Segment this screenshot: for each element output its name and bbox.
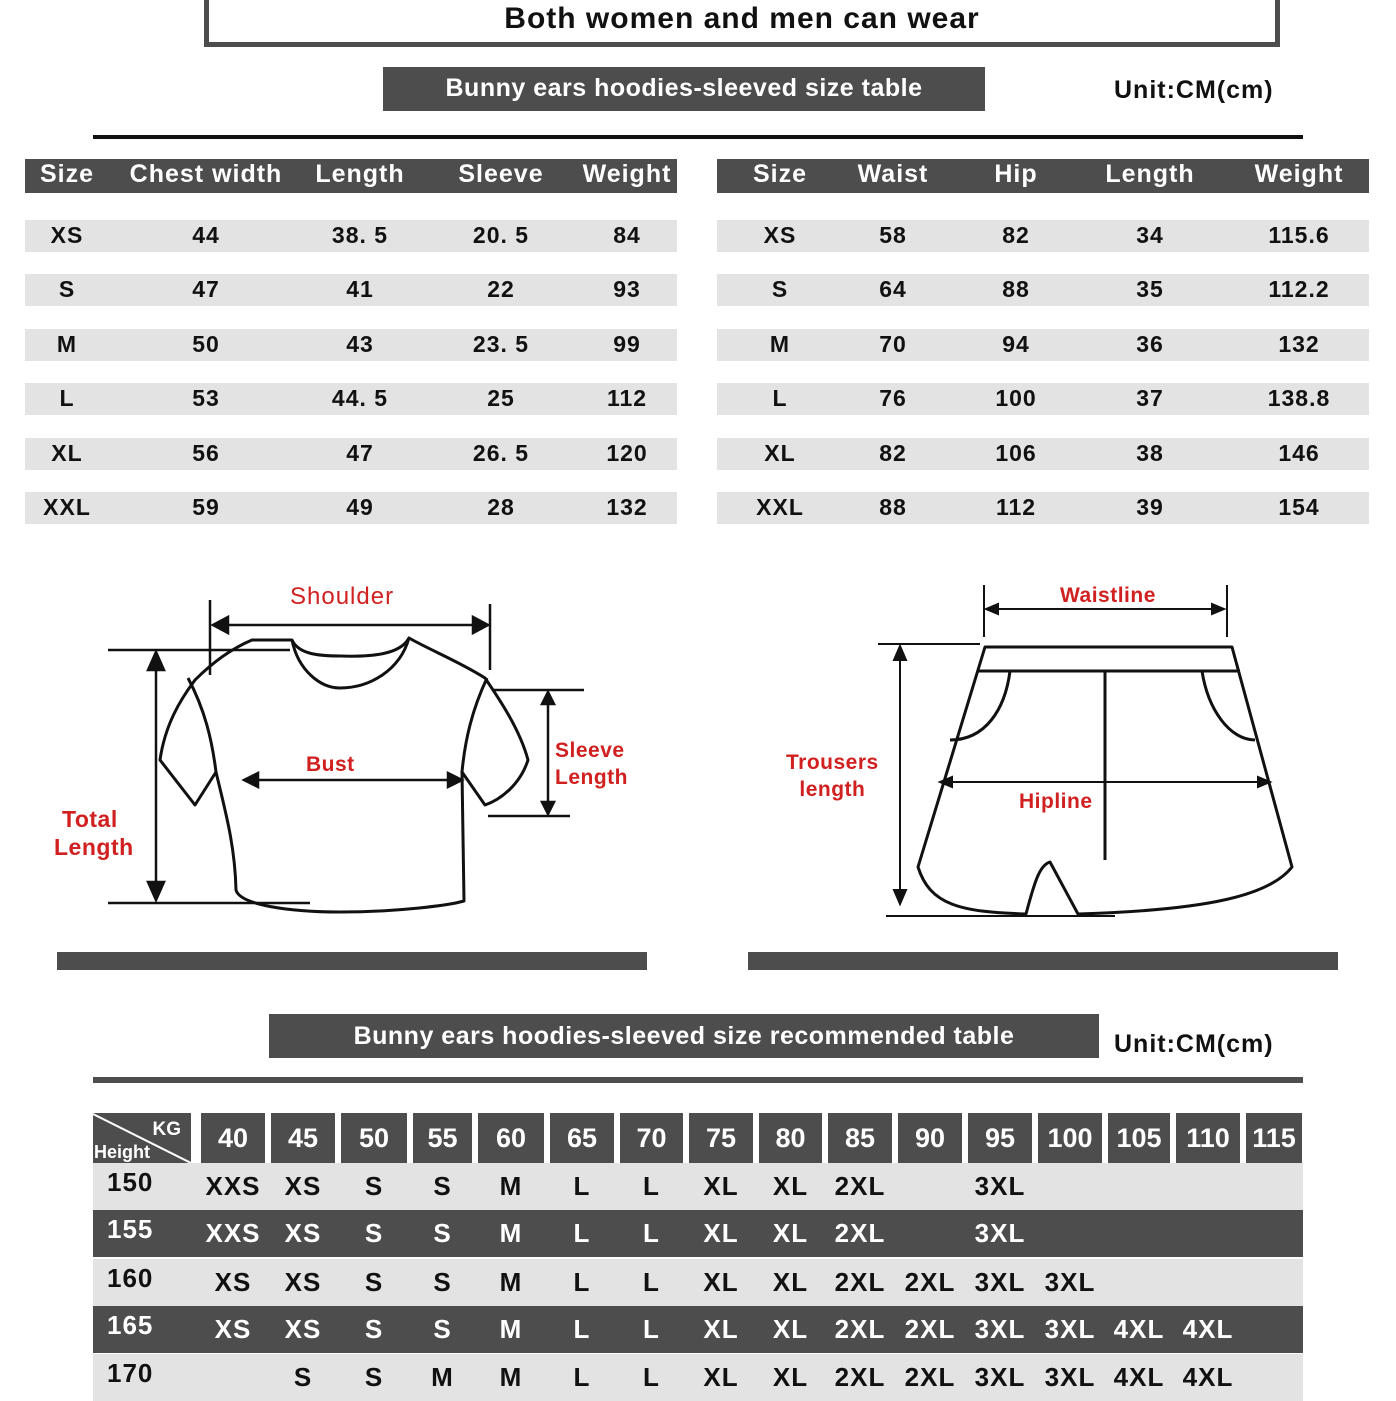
table-cell: 115.6 — [1268, 222, 1330, 248]
table-cell: S — [58, 276, 76, 303]
table-row — [25, 438, 677, 470]
table-cell: M — [769, 330, 791, 357]
table-row — [25, 329, 677, 361]
weight-header-cell: 110 — [1176, 1113, 1240, 1163]
column-header: Sleeve — [458, 160, 544, 188]
table-row — [717, 383, 1369, 415]
table-cell: 100 — [995, 385, 1037, 412]
table-cell: 94 — [1002, 330, 1030, 357]
size-cell: XXS — [205, 1218, 261, 1248]
column-header: Size — [752, 160, 808, 188]
weight-header-cell: 80 — [759, 1113, 822, 1163]
size-cell: L — [643, 1171, 660, 1201]
size-cell: 3XL — [974, 1362, 1026, 1392]
table-cell: 82 — [879, 439, 907, 466]
table-cell: 146 — [1278, 439, 1320, 466]
table-cell: 26. 5 — [472, 439, 530, 466]
table-cell: 154 — [1278, 494, 1320, 520]
total-length-label — [54, 805, 134, 861]
table-cell: XL — [51, 439, 83, 466]
table-cell: 20. 5 — [472, 222, 530, 248]
table-cell: 39 — [1136, 494, 1164, 520]
total-length-label-line2: Length — [54, 834, 134, 860]
collar-line — [292, 638, 409, 688]
table-cell: XS — [50, 222, 84, 248]
recommended-table-banner: Bunny ears hoodies-sleeved size recommended table — [269, 1014, 1099, 1058]
size-cell: 3XL — [1044, 1267, 1096, 1297]
table-cell: 49 — [346, 494, 374, 520]
size-cell: XL — [703, 1171, 739, 1201]
size-cell: XL — [703, 1218, 739, 1248]
size-cell: 4XL — [1113, 1362, 1165, 1392]
recommended-row — [93, 1163, 1303, 1210]
column-header: Length — [1105, 160, 1195, 188]
size-cell: 2XL — [834, 1314, 886, 1344]
size-cell: L — [573, 1171, 591, 1201]
size-cell: L — [573, 1218, 591, 1248]
table-cell: 41 — [346, 276, 374, 303]
size-cell: 2XL — [834, 1218, 886, 1248]
height-cell: 150 — [107, 1167, 154, 1197]
table-cell: 44. 5 — [331, 385, 389, 412]
size-cell: 3XL — [974, 1314, 1026, 1344]
column-header: Weight — [582, 160, 672, 188]
weight-header-cell: 75 — [689, 1113, 753, 1163]
table-cell: 35 — [1136, 276, 1164, 303]
table-cell: 23. 5 — [472, 330, 530, 357]
table-cell: 64 — [879, 276, 907, 303]
size-cell: S — [364, 1314, 384, 1344]
table-cell: 132 — [1278, 330, 1320, 357]
size-cell: M — [431, 1362, 454, 1392]
size-cell: L — [573, 1314, 591, 1344]
table-row — [717, 438, 1369, 470]
column-header: Chest width — [129, 160, 283, 188]
table-cell: 59 — [192, 494, 220, 520]
size-cell: L — [573, 1267, 591, 1297]
trousers-length-label — [786, 749, 879, 803]
size-cell: S — [433, 1314, 452, 1344]
size-cell: L — [643, 1267, 660, 1297]
weight-header-cell: 45 — [271, 1113, 335, 1163]
height-cell: 160 — [107, 1263, 154, 1293]
table-cell: 76 — [879, 385, 907, 412]
size-cell: M — [499, 1267, 523, 1297]
table-cell: 106 — [995, 439, 1037, 466]
table-row — [25, 383, 677, 415]
size-cell: XS — [284, 1314, 322, 1344]
size-cell: 2XL — [834, 1171, 886, 1201]
table-cell: 132 — [606, 494, 648, 520]
size-cell: 3XL — [1044, 1314, 1096, 1344]
recommended-row — [93, 1306, 1303, 1353]
size-cell: M — [499, 1314, 523, 1344]
size-cell: S — [364, 1362, 384, 1392]
size-cell: 3XL — [1044, 1362, 1096, 1392]
table-cell: S — [771, 276, 789, 303]
size-cell: 3XL — [974, 1171, 1026, 1201]
size-cell: 3XL — [974, 1218, 1026, 1248]
size-cell: XS — [214, 1314, 252, 1344]
size-cell: 2XL — [834, 1362, 886, 1392]
table-cell: 37 — [1136, 385, 1164, 412]
table-row — [717, 220, 1369, 252]
size-cell: L — [643, 1314, 660, 1344]
size-cell: 4XL — [1113, 1314, 1165, 1344]
size-cell: L — [573, 1362, 591, 1392]
shoulder-label: Shoulder — [290, 583, 395, 610]
size-cell: L — [643, 1218, 660, 1248]
weight-header-cell: 50 — [341, 1113, 407, 1163]
sleeve-length-label — [555, 737, 628, 791]
size-cell: 2XL — [834, 1267, 886, 1297]
table-cell: L — [772, 385, 788, 412]
table-cell: 112 — [606, 385, 648, 412]
size-cell: S — [364, 1267, 384, 1297]
column-header: Hip — [994, 160, 1038, 188]
table-cell: M — [56, 330, 78, 357]
weight-header-cell: 90 — [898, 1113, 962, 1163]
table-cell: 84 — [613, 222, 641, 248]
table-header-row — [717, 159, 1369, 193]
table-cell: 47 — [192, 276, 220, 303]
table-cell: 36 — [1136, 330, 1164, 357]
size-cell: S — [433, 1218, 452, 1248]
trousers-length-label-line1: Trousers — [786, 751, 879, 774]
table-cell: 38 — [1136, 439, 1164, 466]
size-cell: XL — [772, 1218, 809, 1248]
trousers-length-label-line2: length — [799, 778, 866, 801]
bust-label: Bust — [306, 753, 355, 776]
size-table-banner: Bunny ears hoodies-sleeved size table — [383, 67, 985, 111]
table-cell: 34 — [1136, 222, 1164, 248]
size-cell: XL — [772, 1362, 809, 1392]
size-cell: 3XL — [974, 1267, 1026, 1297]
size-cell: XS — [284, 1218, 322, 1248]
recommended-row — [93, 1259, 1303, 1306]
size-cell: M — [499, 1171, 523, 1201]
table-cell: 53 — [192, 385, 220, 412]
table-cell: XL — [764, 439, 796, 466]
table-cell: 112 — [995, 494, 1037, 520]
table-cell: 28 — [487, 494, 515, 520]
divider — [93, 135, 1303, 139]
table-header-row — [25, 159, 677, 193]
size-cell: 4XL — [1182, 1314, 1234, 1344]
size-cell: S — [364, 1171, 384, 1201]
weight-header-cell: 65 — [550, 1113, 614, 1163]
weight-header-cell: 115 — [1246, 1113, 1302, 1163]
shorts-diagram-footer-bar — [748, 952, 1338, 970]
left-armhole — [188, 678, 216, 772]
recommended-row — [93, 1210, 1303, 1257]
table-cell: L — [59, 385, 75, 412]
table-row — [717, 274, 1369, 306]
weight-header-cell: 60 — [478, 1113, 544, 1163]
total-length-label-line1: Total — [62, 806, 118, 832]
weight-header-cell: 95 — [968, 1113, 1032, 1163]
recommended-table-unit: Unit:CM(cm) — [1114, 1030, 1274, 1058]
table-cell: 38. 5 — [331, 222, 389, 248]
recommended-row — [93, 1354, 1303, 1401]
table-cell: 70 — [879, 330, 907, 357]
size-table-unit: Unit:CM(cm) — [1114, 76, 1274, 104]
size-cell: XL — [703, 1362, 739, 1392]
divider — [93, 1077, 1303, 1083]
table-cell: XS — [763, 222, 797, 248]
size-cell: XS — [214, 1267, 252, 1297]
size-cell: 4XL — [1182, 1362, 1234, 1392]
table-cell: 120 — [606, 439, 648, 466]
corner-kg-label: KG — [152, 1119, 181, 1140]
table-cell: 88 — [879, 494, 907, 520]
size-cell: S — [433, 1267, 452, 1297]
sleeve-length-label-line2: Length — [555, 766, 628, 789]
size-cell: M — [499, 1362, 523, 1392]
size-cell: S — [433, 1171, 452, 1201]
weight-header-cell: 70 — [620, 1113, 683, 1163]
table-cell: 138.8 — [1267, 385, 1331, 412]
size-cell: XL — [703, 1314, 739, 1344]
table-cell: 47 — [346, 439, 374, 466]
size-cell: S — [293, 1362, 313, 1392]
sleeve-length-label-line1: Sleeve — [555, 739, 625, 762]
table-cell: 88 — [1002, 276, 1030, 303]
column-header: Size — [39, 160, 95, 188]
table-cell: 56 — [192, 439, 220, 466]
weight-header-cell: 55 — [413, 1113, 472, 1163]
size-cell: XL — [772, 1314, 809, 1344]
height-cell: 155 — [107, 1214, 154, 1244]
table-cell: 44 — [192, 222, 220, 248]
table-cell: XXL — [756, 494, 804, 520]
column-header: Waist — [857, 160, 929, 188]
height-cell: 165 — [107, 1310, 154, 1340]
hipline-label: Hipline — [1019, 790, 1093, 813]
table-row — [25, 492, 677, 524]
height-cell: 170 — [107, 1358, 154, 1388]
table-cell: 93 — [613, 276, 641, 303]
size-cell: 2XL — [904, 1314, 956, 1344]
size-cell: 2XL — [904, 1362, 956, 1392]
size-cell: XL — [772, 1171, 809, 1201]
table-cell: 99 — [613, 330, 641, 357]
corner-height-label: Height — [94, 1142, 150, 1162]
right-armhole — [462, 678, 487, 772]
table-cell: 25 — [487, 385, 515, 412]
table-row — [717, 492, 1369, 524]
size-cell: XL — [772, 1267, 809, 1297]
size-cell: XL — [703, 1267, 739, 1297]
size-cell: S — [364, 1218, 384, 1248]
weight-header-cell: 40 — [201, 1113, 265, 1163]
table-cell: 50 — [192, 330, 220, 357]
size-cell: XS — [284, 1267, 322, 1297]
weight-header-cell: 100 — [1038, 1113, 1102, 1163]
size-cell: XS — [284, 1171, 322, 1201]
size-cell: 2XL — [904, 1267, 956, 1297]
table-cell: 22 — [487, 276, 515, 303]
column-header: Weight — [1254, 160, 1344, 188]
size-cell: L — [643, 1362, 660, 1392]
page-title: Both women and men can wear — [504, 2, 980, 35]
table-row — [25, 274, 677, 306]
size-cell: XXS — [205, 1171, 261, 1201]
corner-header-cell — [93, 1113, 191, 1163]
column-header: Length — [315, 160, 405, 188]
weight-header-cell: 85 — [828, 1113, 892, 1163]
table-cell: 58 — [879, 222, 907, 248]
waistline-label: Waistline — [1060, 584, 1156, 607]
top-diagram-footer-bar — [57, 952, 647, 970]
table-cell: 112.2 — [1268, 276, 1330, 303]
table-cell: 82 — [1002, 222, 1030, 248]
table-row — [717, 329, 1369, 361]
table-cell: 43 — [346, 330, 374, 357]
weight-header-cell: 105 — [1108, 1113, 1170, 1163]
table-row — [25, 220, 677, 252]
table-cell: XXL — [43, 494, 91, 520]
size-cell: M — [499, 1218, 523, 1248]
